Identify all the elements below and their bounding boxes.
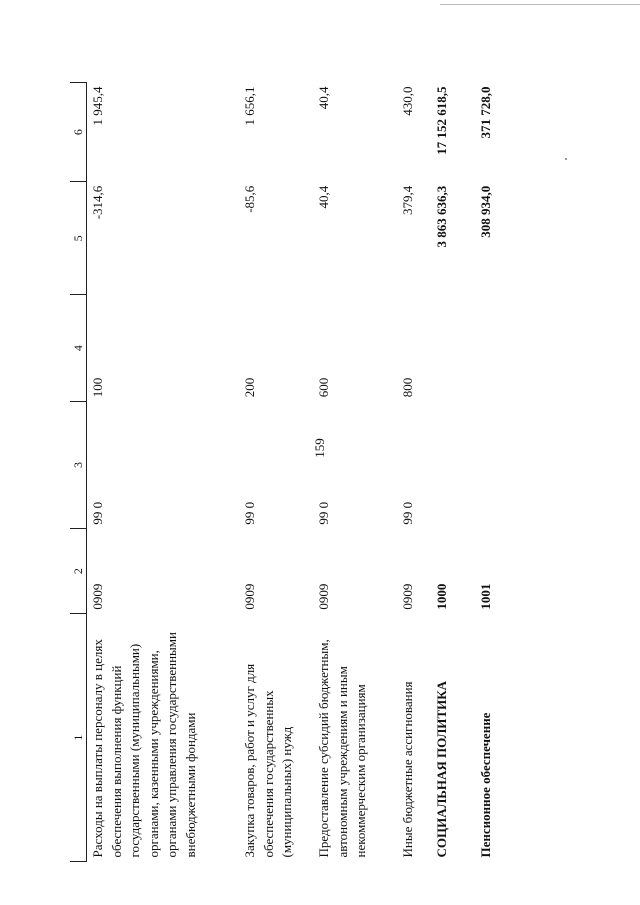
- row-expense-type: 800: [400, 377, 415, 398]
- row-section-code: 1001: [478, 583, 493, 610]
- header-col-4: 4: [70, 295, 87, 401]
- row-change-amount: -85,6: [242, 185, 257, 213]
- row-section-code: 0909: [400, 583, 415, 610]
- row-target-article: 99 0: [400, 501, 415, 525]
- row-change-amount: 40,4: [316, 185, 331, 209]
- table-row: [397, 83, 431, 862]
- row-total-amount: 1 945,4: [90, 86, 105, 126]
- budget-table: [70, 82, 509, 862]
- row-section-code: 0909: [316, 583, 331, 610]
- row-expense-type: [431, 295, 475, 401]
- row-name: Предоставление субсидий бюджетным, автономным учреждениям и иным некоммерческим организациям: [316, 639, 368, 858]
- header-col-2: 2: [70, 529, 87, 614]
- header-col-6: 6: [70, 83, 87, 182]
- row-target-article: [431, 401, 475, 528]
- row-section-code: 0909: [242, 583, 257, 610]
- row-total-amount: 371 728,0: [478, 86, 493, 139]
- header-col-1: 1: [70, 614, 87, 862]
- row-total-amount: 430,0: [400, 86, 415, 116]
- page-number: 159: [312, 438, 327, 458]
- header-col-5: 5: [70, 182, 87, 295]
- row-change-amount: 3 863 636,3: [434, 185, 449, 248]
- row-expense-type: 200: [242, 377, 257, 398]
- row-change-amount: 308 934,0: [478, 185, 493, 238]
- row-name: Закупка товаров, работ и услуг для обеспечения государственных (муниципальных) нужд: [242, 663, 294, 858]
- row-total-amount: 1 656,1: [242, 86, 257, 126]
- table-row: [475, 83, 509, 862]
- row-expense-type: [475, 295, 509, 401]
- top-edge-marks: [440, 4, 640, 8]
- header-col-3: 3: [70, 401, 87, 528]
- row-total-amount: 40,4: [316, 86, 331, 110]
- table-row: [87, 83, 240, 862]
- row-change-amount: -314,6: [90, 185, 105, 220]
- table-row: [431, 83, 475, 862]
- row-section-code: 0909: [90, 583, 105, 610]
- table-row: [313, 83, 397, 862]
- row-target-article: 99 0: [242, 501, 257, 525]
- row-name: Иные бюджетные ассигнования: [400, 681, 415, 858]
- row-section-code: 1000: [434, 583, 449, 610]
- row-name: СОЦИАЛЬНАЯ ПОЛИТИКА: [434, 680, 449, 858]
- row-target-article: 99 0: [90, 501, 105, 525]
- row-target-article: [475, 401, 509, 528]
- row-expense-type: 600: [316, 377, 331, 398]
- row-name: Расходы на выплаты персоналу в целях обеспечения выполнения функций государственными (муниципальными) органами, казенными учреждениями, органами управления государственными внебюджетными фондами: [90, 632, 198, 858]
- header-row: [70, 83, 87, 862]
- row-name: Пенсионное обеспечение: [478, 712, 493, 858]
- row-change-amount: 379,4: [400, 185, 415, 215]
- rotated-table-container: [70, 82, 540, 862]
- row-target-article: 99 0: [316, 501, 331, 525]
- row-total-amount: 17 152 618,5: [434, 86, 449, 155]
- scan-speck: [565, 158, 567, 160]
- table-row: [239, 83, 313, 862]
- row-expense-type: 100: [90, 377, 105, 398]
